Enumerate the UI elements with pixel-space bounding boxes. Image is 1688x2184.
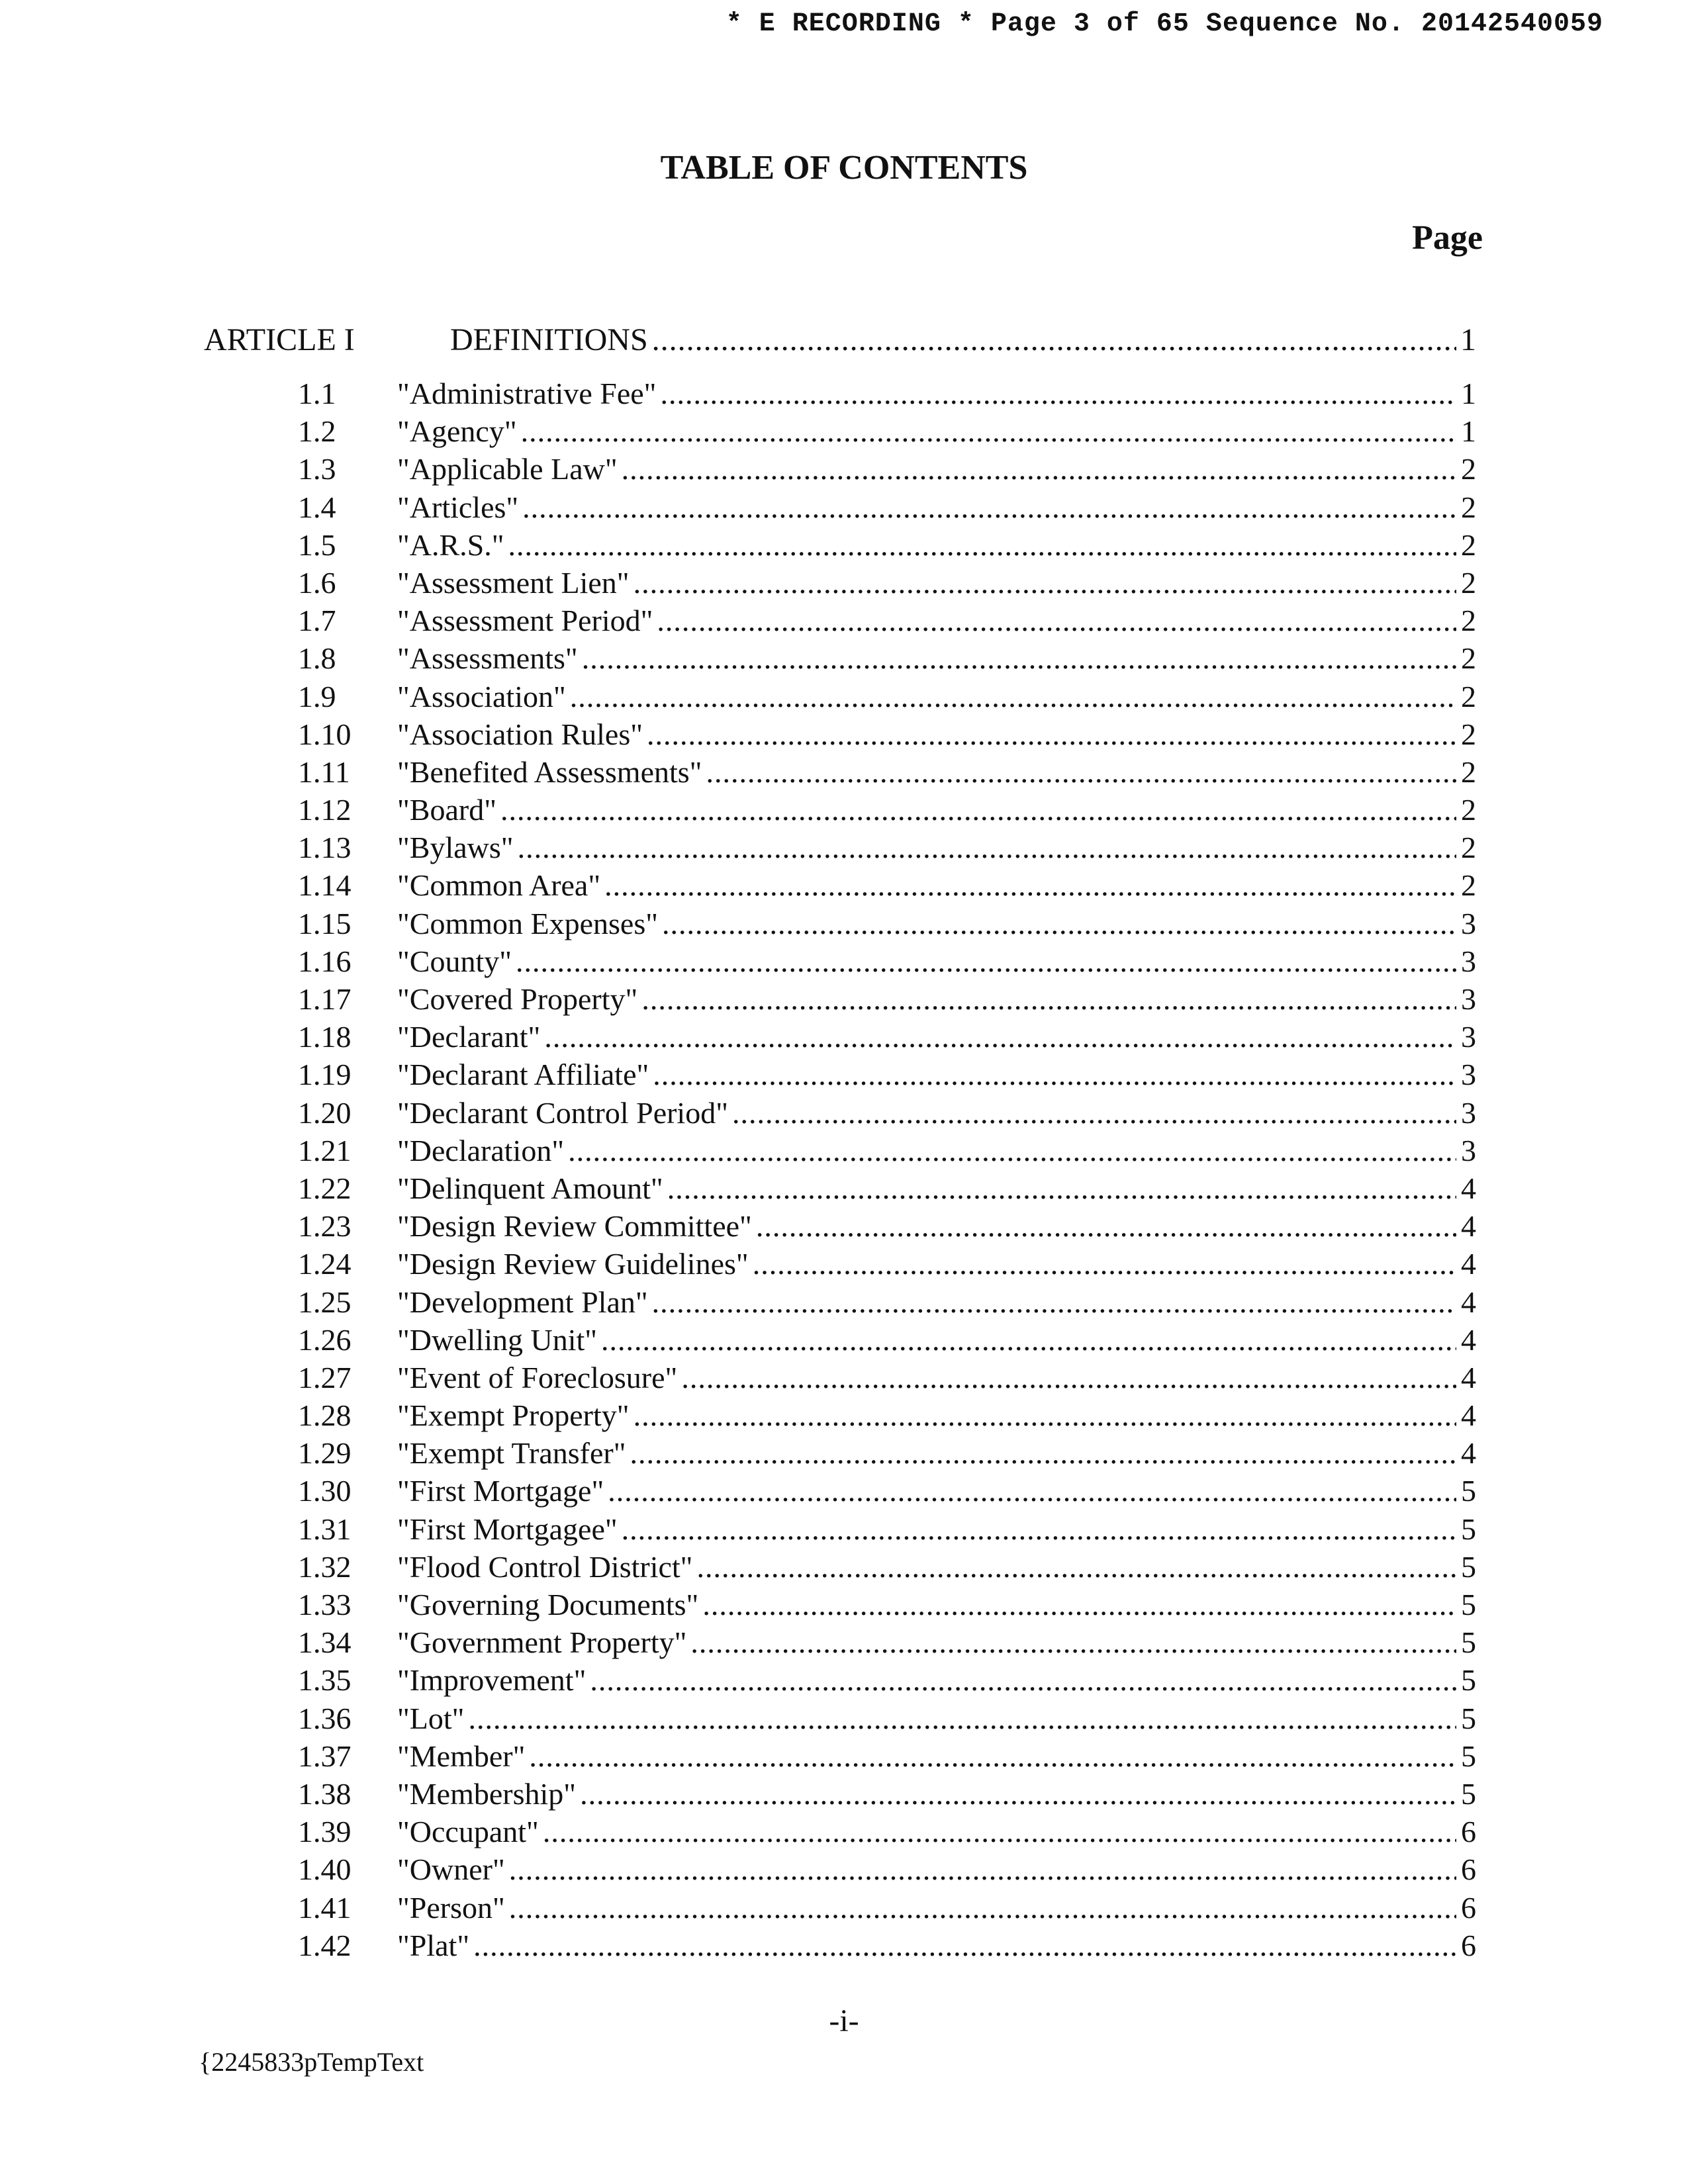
page-number: 3 <box>1461 944 1476 978</box>
section-number: 1.12 <box>298 793 352 827</box>
dot-leader <box>647 715 1456 753</box>
toc-entry <box>397 1434 1476 1472</box>
toc-entry <box>397 753 1476 791</box>
dot-leader <box>509 1850 1456 1888</box>
page-number: 5 <box>1461 1701 1476 1735</box>
section-title: "Exempt Property" <box>397 1398 630 1433</box>
toc-entry-row <box>0 715 1688 753</box>
dot-leader <box>622 450 1456 488</box>
section-number: 1.8 <box>298 641 336 676</box>
section-number: 1.9 <box>298 679 336 713</box>
toc-entry <box>397 1472 1476 1510</box>
page-number: 2 <box>1461 490 1476 524</box>
dot-leader <box>473 1927 1456 1964</box>
section-title: "Plat" <box>397 1928 470 1962</box>
page-number: 6 <box>1461 1852 1476 1887</box>
dot-leader <box>508 526 1456 564</box>
toc-entry <box>397 1623 1476 1661</box>
section-number: 1.1 <box>298 377 336 410</box>
section-number: 1.35 <box>298 1663 352 1698</box>
section-number: 1.7 <box>298 604 336 638</box>
toc-entry-row <box>0 450 1688 488</box>
dot-leader <box>756 1207 1456 1245</box>
page-number: 4 <box>1461 1322 1476 1357</box>
dot-leader <box>516 942 1456 980</box>
section-title: "Flood Control District" <box>397 1549 693 1584</box>
section-title: "Bylaws" <box>397 831 514 865</box>
section-number: 1.29 <box>298 1436 352 1471</box>
toc-entry-row <box>0 526 1688 564</box>
section-number: 1.20 <box>298 1095 352 1130</box>
section-title: "Covered Property" <box>397 982 638 1016</box>
toc-entry <box>397 1889 1476 1927</box>
toc-entry <box>397 942 1476 980</box>
dot-leader <box>696 1548 1456 1586</box>
toc-entry <box>397 715 1476 753</box>
section-number: 1.39 <box>298 1815 352 1849</box>
section-title: "Assessment Period" <box>397 604 653 638</box>
page-number: 2 <box>1461 868 1476 903</box>
section-number: 1.14 <box>298 868 352 903</box>
toc-entry <box>397 1510 1476 1548</box>
section-title: "Event of Foreclosure" <box>397 1360 678 1394</box>
section-number: 1.28 <box>298 1398 352 1433</box>
toc-entry-row <box>0 1321 1688 1359</box>
section-number: 1.2 <box>298 414 336 449</box>
section-title: "Occupant" <box>397 1815 539 1849</box>
page-number: 4 <box>1461 1436 1476 1471</box>
section-title: "Articles" <box>397 490 519 524</box>
dot-leader <box>544 1018 1456 1056</box>
toc-entry <box>397 1207 1476 1245</box>
section-title: "County" <box>397 944 512 978</box>
page-number: 2 <box>1461 604 1476 638</box>
toc-entry <box>397 1850 1476 1888</box>
dot-leader <box>653 1056 1456 1093</box>
dot-leader <box>652 1283 1456 1321</box>
section-number: 1.41 <box>298 1890 352 1925</box>
dot-leader <box>662 905 1456 942</box>
section-title: "Government Property" <box>397 1625 687 1660</box>
section-number: 1.19 <box>298 1058 352 1092</box>
section-title: "Design Review Guidelines" <box>397 1247 749 1281</box>
page-number: 3 <box>1461 906 1476 940</box>
page-number: 5 <box>1461 1625 1476 1660</box>
section-title: "Member" <box>397 1739 526 1773</box>
toc-entry <box>397 1548 1476 1586</box>
section-number: 1.4 <box>298 490 336 524</box>
toc-entry-row <box>0 866 1688 904</box>
section-number: 1.33 <box>298 1588 352 1621</box>
toc-entry <box>397 639 1476 677</box>
toc-entry-row <box>0 1094 1688 1132</box>
toc-entry <box>397 1245 1476 1283</box>
toc-entry-row <box>0 1283 1688 1321</box>
toc-entry-row <box>0 980 1688 1018</box>
toc-entry <box>397 1018 1476 1056</box>
dot-leader <box>681 1359 1456 1396</box>
section-number: 1.26 <box>298 1322 352 1357</box>
footer-page-marker: -i- <box>829 2003 859 2038</box>
toc-entry-row <box>0 1056 1688 1093</box>
page-number: 3 <box>1461 1058 1476 1092</box>
footer-document-id: {2245833pTempText <box>199 2047 424 2077</box>
toc-entry-row <box>0 602 1688 639</box>
dot-leader <box>657 602 1456 639</box>
toc-entry-list <box>0 375 1688 1964</box>
page-number: 5 <box>1461 1739 1476 1773</box>
page-number: 5 <box>1461 1474 1476 1508</box>
toc-entry <box>397 526 1476 564</box>
toc-entry <box>397 450 1476 488</box>
toc-entry <box>397 488 1476 526</box>
toc-entry-row <box>0 488 1688 526</box>
section-title: "Agency" <box>397 414 517 449</box>
section-number: 1.36 <box>298 1701 352 1735</box>
toc-entry-row <box>0 1775 1688 1813</box>
page-number: 6 <box>1461 1890 1476 1925</box>
page-number: 1 <box>1461 377 1476 410</box>
dot-leader <box>690 1623 1456 1661</box>
dot-leader <box>753 1245 1456 1283</box>
section-title: "First Mortgage" <box>397 1474 604 1508</box>
section-number: 1.6 <box>298 565 336 600</box>
toc-entry-row <box>0 1472 1688 1510</box>
section-title: "First Mortgagee" <box>397 1512 618 1546</box>
page-number: 2 <box>1461 565 1476 600</box>
section-number: 1.18 <box>298 1020 352 1054</box>
section-number: 1.42 <box>298 1928 352 1962</box>
toc-entry <box>397 1169 1476 1207</box>
toc-entry <box>397 412 1476 450</box>
toc-entry-row <box>0 678 1688 715</box>
section-title: "Declarant Control Period" <box>397 1095 728 1130</box>
section-number: 1.10 <box>298 717 352 751</box>
section-title: "Applicable Law" <box>397 452 618 486</box>
toc-entry-row <box>0 1661 1688 1699</box>
toc-entry-row <box>0 1434 1688 1472</box>
page-number: 6 <box>1461 1928 1476 1962</box>
section-number: 1.23 <box>298 1209 352 1244</box>
section-number: 1.3 <box>298 452 336 486</box>
toc-entry-row <box>0 1623 1688 1661</box>
page-number: 5 <box>1461 1776 1476 1811</box>
article-heading-row <box>0 319 1688 361</box>
toc-entry <box>397 980 1476 1018</box>
section-number: 1.34 <box>298 1625 352 1660</box>
toc-entry-row <box>0 1132 1688 1169</box>
toc-entry-row <box>0 639 1688 677</box>
section-number: 1.38 <box>298 1776 352 1811</box>
toc-entry <box>397 678 1476 715</box>
toc-entry-row <box>0 942 1688 980</box>
toc-entry-row <box>0 1245 1688 1283</box>
dot-leader <box>667 1169 1456 1207</box>
toc-entry <box>397 866 1476 904</box>
page-number: 6 <box>1461 1815 1476 1849</box>
toc-entry <box>397 1813 1476 1850</box>
page-number: 2 <box>1461 641 1476 676</box>
toc-entry-row <box>0 1396 1688 1434</box>
dot-leader <box>732 1094 1456 1132</box>
dot-leader <box>582 639 1456 677</box>
toc-entry-row <box>0 564 1688 602</box>
section-title: "Dwelling Unit" <box>397 1322 598 1357</box>
dot-leader <box>529 1737 1456 1775</box>
article-page-number: 1 <box>1460 322 1476 357</box>
section-title: "Declarant" <box>397 1020 541 1054</box>
section-title: "Common Expenses" <box>397 906 659 940</box>
section-title: "Benefited Assessments" <box>397 754 702 789</box>
page-number: 4 <box>1461 1209 1476 1244</box>
page-number: 3 <box>1461 982 1476 1016</box>
dot-leader <box>633 1396 1456 1434</box>
toc-entry-row <box>0 753 1688 791</box>
toc-entry <box>397 1737 1476 1775</box>
section-number: 1.13 <box>298 831 352 865</box>
toc-entry-row <box>0 1813 1688 1850</box>
page-number: 4 <box>1461 1171 1476 1205</box>
page-number: 4 <box>1461 1360 1476 1394</box>
section-number: 1.11 <box>298 754 350 789</box>
toc-entry-row <box>0 1207 1688 1245</box>
section-number: 1.24 <box>298 1247 352 1281</box>
section-number: 1.37 <box>298 1739 352 1773</box>
page-column-header: Page <box>1412 219 1483 257</box>
section-title: "Delinquent Amount" <box>397 1171 663 1205</box>
dot-leader <box>521 412 1456 450</box>
section-title: "Association" <box>397 679 566 713</box>
toc-entry-row <box>0 1586 1688 1623</box>
dot-leader <box>518 829 1456 866</box>
section-number: 1.31 <box>298 1512 352 1546</box>
toc-entry <box>397 791 1476 829</box>
toc-entry <box>397 1396 1476 1434</box>
dot-leader <box>706 753 1456 791</box>
page-number: 5 <box>1461 1588 1476 1621</box>
dot-leader <box>568 1132 1456 1169</box>
page-number: 3 <box>1461 1095 1476 1130</box>
toc-entry <box>397 1586 1476 1623</box>
dot-leader <box>500 791 1456 829</box>
toc-entry <box>397 564 1476 602</box>
section-number: 1.25 <box>298 1285 352 1319</box>
toc-entry-row <box>0 1018 1688 1056</box>
toc-entry-row <box>0 829 1688 866</box>
toc-entry-row <box>0 905 1688 942</box>
dot-leader <box>590 1661 1456 1699</box>
toc-entry <box>397 1132 1476 1169</box>
recording-header: * E RECORDING * Page 3 of 65 Sequence No. 20142540059 <box>726 9 1603 39</box>
toc-entry <box>397 1775 1476 1813</box>
section-number: 1.40 <box>298 1852 352 1887</box>
toc-entry-row <box>0 791 1688 829</box>
toc-entry <box>397 829 1476 866</box>
dot-leader <box>543 1813 1456 1850</box>
dot-leader <box>630 1434 1456 1472</box>
dot-leader <box>601 1321 1456 1359</box>
section-title: "Lot" <box>397 1701 465 1735</box>
section-title: "Association Rules" <box>397 717 643 751</box>
toc-entry-row <box>0 1700 1688 1737</box>
section-number: 1.22 <box>298 1171 352 1205</box>
page-number: 2 <box>1461 679 1476 713</box>
dot-leader <box>509 1889 1456 1927</box>
dot-leader <box>570 678 1456 715</box>
section-number: 1.21 <box>298 1133 352 1167</box>
page-number: 2 <box>1461 754 1476 789</box>
toc-entry <box>397 1700 1476 1737</box>
section-number: 1.30 <box>298 1474 352 1508</box>
page-number: 2 <box>1461 717 1476 751</box>
section-title: "A.R.S." <box>397 527 504 562</box>
toc-entry <box>397 602 1476 639</box>
section-title: "Declarant Affiliate" <box>397 1058 649 1092</box>
toc-entry-row <box>0 1359 1688 1396</box>
toc-entry <box>397 375 1476 412</box>
page-number: 3 <box>1461 1133 1476 1167</box>
section-title: "Governing Documents" <box>397 1588 699 1621</box>
dot-leader <box>604 866 1456 904</box>
section-number: 1.27 <box>298 1360 352 1394</box>
dot-leader <box>660 375 1456 412</box>
toc-entry <box>397 1661 1476 1699</box>
toc-entry-row <box>0 1169 1688 1207</box>
page-number: 2 <box>1461 527 1476 562</box>
page-number: 2 <box>1461 793 1476 827</box>
page-number: 5 <box>1461 1512 1476 1546</box>
dot-leader <box>652 319 1456 361</box>
section-title: "Declaration" <box>397 1133 565 1167</box>
toc-entry <box>397 1359 1476 1396</box>
section-title: "Owner" <box>397 1852 505 1887</box>
toc-entry-row <box>0 412 1688 450</box>
section-title: "Board" <box>397 793 496 827</box>
section-number: 1.5 <box>298 527 336 562</box>
page-number: 3 <box>1461 1020 1476 1054</box>
toc-entry <box>397 905 1476 942</box>
toc-entry-row <box>0 1850 1688 1888</box>
section-title: "Development Plan" <box>397 1285 648 1319</box>
page-number: 4 <box>1461 1247 1476 1281</box>
toc-entry <box>397 1094 1476 1132</box>
page-number: 5 <box>1461 1663 1476 1698</box>
section-number: 1.32 <box>298 1549 352 1584</box>
toc-entry <box>397 1927 1476 1964</box>
section-title: "Improvement" <box>397 1663 586 1698</box>
toc-entry <box>397 1056 1476 1093</box>
article-label: ARTICLE I <box>204 322 355 357</box>
section-number: 1.17 <box>298 982 352 1016</box>
toc-entry <box>397 1321 1476 1359</box>
dot-leader <box>468 1700 1456 1737</box>
article-entry <box>450 319 1476 361</box>
dot-leader <box>608 1472 1456 1510</box>
dot-leader <box>702 1586 1456 1623</box>
section-title: "Assessment Lien" <box>397 565 630 600</box>
toc-entry-row <box>0 1737 1688 1775</box>
section-number: 1.15 <box>298 906 352 940</box>
page-number: 4 <box>1461 1285 1476 1319</box>
dot-leader <box>633 564 1456 602</box>
page-number: 4 <box>1461 1398 1476 1433</box>
section-title: "Administrative Fee" <box>397 377 657 410</box>
section-title: "Exempt Transfer" <box>397 1436 626 1471</box>
dot-leader <box>641 980 1456 1018</box>
dot-leader <box>522 488 1456 526</box>
toc-entry-row <box>0 1548 1688 1586</box>
page-number: 5 <box>1461 1549 1476 1584</box>
section-title: "Membership" <box>397 1776 577 1811</box>
toc-entry <box>397 1283 1476 1321</box>
section-number: 1.16 <box>298 944 352 978</box>
dot-leader <box>580 1775 1456 1813</box>
page-number: 2 <box>1461 831 1476 865</box>
page-number: 1 <box>1461 414 1476 449</box>
section-title: "Design Review Committee" <box>397 1209 752 1244</box>
toc-entry-row <box>0 1889 1688 1927</box>
dot-leader <box>622 1510 1456 1548</box>
toc-title: TABLE OF CONTENTS <box>660 149 1028 187</box>
section-title: "Common Area" <box>397 868 601 903</box>
section-title: "Person" <box>397 1890 505 1925</box>
toc-entry-row <box>0 375 1688 412</box>
section-title: "Assessments" <box>397 641 578 676</box>
toc-entry-row <box>0 1927 1688 1964</box>
page-number: 2 <box>1461 452 1476 486</box>
toc-entry-row <box>0 1510 1688 1548</box>
article-title: DEFINITIONS <box>450 322 648 357</box>
